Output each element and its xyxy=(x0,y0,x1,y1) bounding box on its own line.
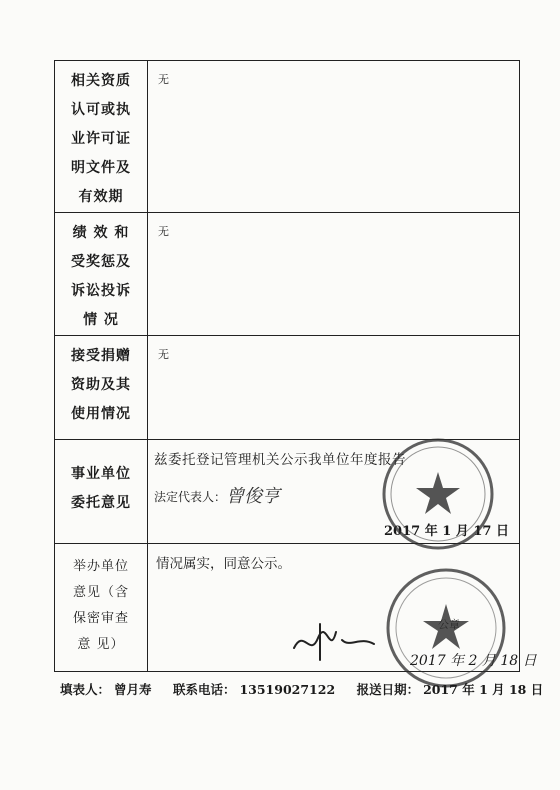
value-text: 无 xyxy=(158,225,169,238)
submit-date: 2017 年 1 月 18 日 xyxy=(423,682,544,697)
row-value-qualification xyxy=(148,61,520,213)
row-value-performance xyxy=(148,213,520,336)
phone-number: 13519027122 xyxy=(239,682,336,697)
unit-seal-stamp xyxy=(380,436,496,552)
row-label-sponsor: 举办单位 意见（含 保密审查 意 见） xyxy=(55,544,148,672)
phone-label: 联系电话： xyxy=(172,682,236,697)
row-label-donations: 接受捐赠 资助及其 使用情况 xyxy=(55,336,148,440)
entrust-statement: 兹委托登记管理机关公示我单位年度报告 xyxy=(154,452,406,468)
sponsor-statement: 情况属实，同意公示。 xyxy=(156,556,291,572)
row-label-entrust: 事业单位 委托意见 xyxy=(55,440,148,544)
row-label-performance: 绩 效 和 受奖惩及 诉讼投诉 情 况 xyxy=(55,213,148,336)
date-label: 报送日期： xyxy=(356,682,420,697)
value-text: 无 xyxy=(158,73,169,86)
entrust-date: 2017 年 1 月 17 日 xyxy=(384,524,509,539)
filler-name: 曾月寿 xyxy=(114,682,152,697)
report-footer xyxy=(60,680,547,698)
row-label-qualification: 相关资质 认可或执 业许可证 明文件及 有效期 xyxy=(55,61,148,213)
table-row xyxy=(55,213,520,336)
filler-label: 填表人： xyxy=(60,682,111,697)
legal-rep-label: 法定代表人： xyxy=(154,490,227,504)
sponsor-signature-scribble xyxy=(290,618,380,664)
sponsor-date: 2017 年 2 月 18 日 xyxy=(410,653,537,669)
legal-rep-signature: 曾俊亨 xyxy=(226,486,280,507)
sponsor-seal-stamp xyxy=(384,566,508,690)
table-row xyxy=(55,336,520,440)
value-text: 无 xyxy=(158,348,169,361)
table-row xyxy=(55,61,520,213)
row-value-donations xyxy=(148,336,520,440)
